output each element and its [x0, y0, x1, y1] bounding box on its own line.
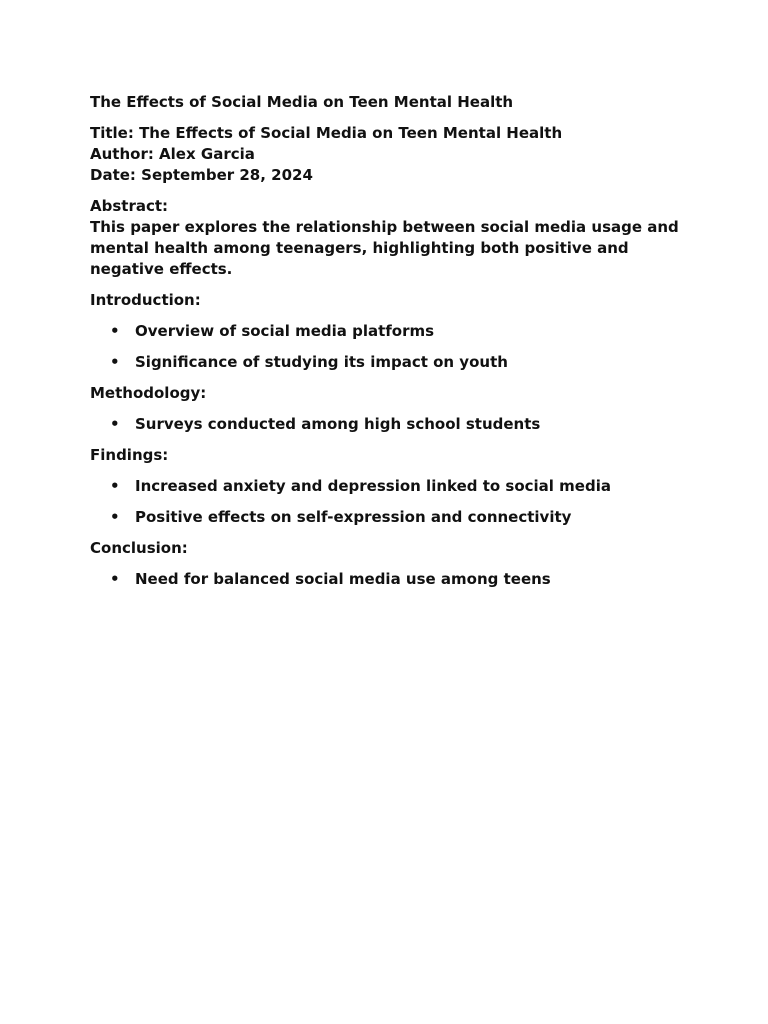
bullet-list — [90, 476, 690, 528]
section-label: Introduction: — [90, 291, 201, 309]
list-item — [90, 321, 690, 342]
bullet-icon: • — [110, 477, 120, 495]
list-item-text: Surveys conducted among high school students — [135, 415, 541, 433]
abstract-block — [90, 196, 690, 280]
list-item-text: Increased anxiety and depression linked to social media — [135, 477, 611, 495]
meta-title: Title: The Effects of Social Media on Teen Mental Health — [90, 124, 563, 142]
list-item — [90, 569, 690, 590]
document-heading: The Effects of Social Media on Teen Mental Health — [90, 93, 514, 111]
section-conclusion — [90, 538, 690, 590]
abstract-text: This paper explores the relationship between social media usage and mental health among teenagers, highlighting both positive and negative effects. — [90, 218, 679, 278]
meta-author: Author: Alex Garcia — [90, 145, 255, 163]
section-label: Findings: — [90, 446, 169, 464]
list-item-text: Need for balanced social media use among teens — [135, 570, 551, 588]
list-item — [90, 352, 690, 373]
list-item-text: Overview of social media platforms — [135, 322, 435, 340]
abstract-label: Abstract: — [90, 197, 169, 215]
document-page — [90, 92, 690, 590]
bullet-list — [90, 569, 690, 590]
bullet-icon: • — [110, 508, 120, 526]
section-methodology — [90, 383, 690, 435]
bullet-icon: • — [110, 415, 120, 433]
list-item — [90, 507, 690, 528]
bullet-list — [90, 321, 690, 373]
list-item-text: Positive effects on self-expression and connectivity — [135, 508, 572, 526]
section-label: Methodology: — [90, 384, 207, 402]
bullet-icon: • — [110, 322, 120, 340]
list-item — [90, 476, 690, 497]
meta-date: Date: September 28, 2024 — [90, 166, 313, 184]
document-meta — [90, 123, 690, 186]
bullet-icon: • — [110, 353, 120, 371]
bullet-list — [90, 414, 690, 435]
section-label: Conclusion: — [90, 539, 188, 557]
list-item — [90, 414, 690, 435]
section-introduction — [90, 290, 690, 373]
bullet-icon: • — [110, 570, 120, 588]
list-item-text: Significance of studying its impact on youth — [135, 353, 508, 371]
section-findings — [90, 445, 690, 528]
